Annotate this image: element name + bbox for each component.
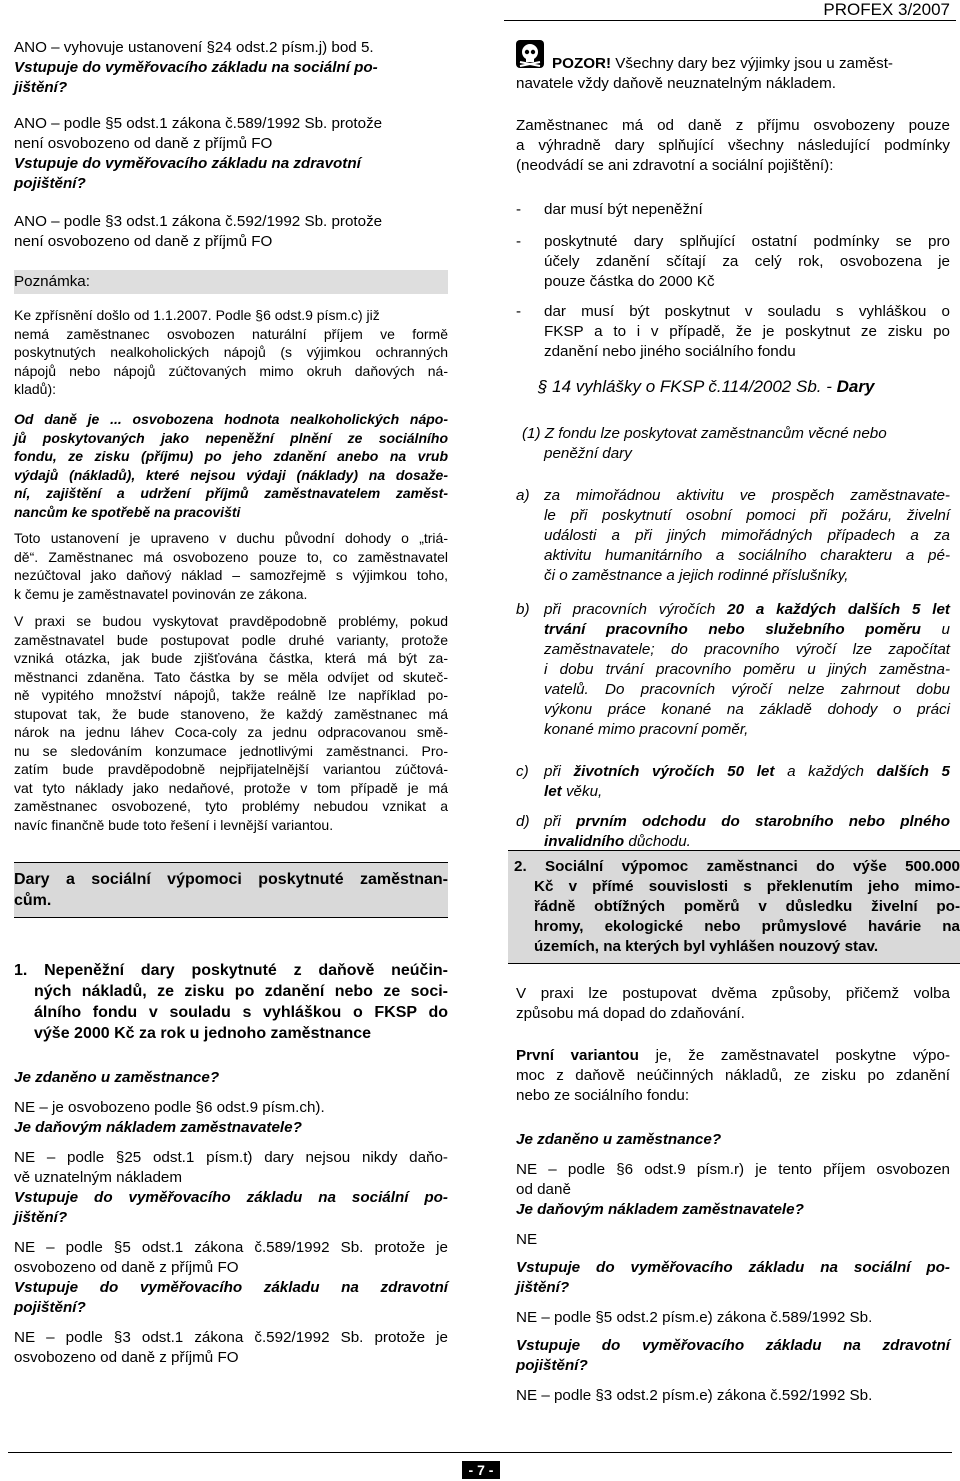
- item-line: zaměstnavatele; do pracovního výročí lze započítat: [544, 641, 950, 658]
- qa-list-left: [14, 1068, 448, 1368]
- paragraph-line: a výhradně dary splňující všechny následující podmínky: [516, 137, 950, 154]
- item-text-bold: let: [544, 783, 562, 800]
- item-line: aktivitu humanitárního a sociálního charakteru a pé-: [544, 547, 950, 564]
- item-text-bold: trvání pracovního nebo služebního poměru: [544, 621, 921, 638]
- list-item-text: FKSP a to i v případě, že je poskytnut ze zisku po: [544, 323, 950, 340]
- item-label: d): [516, 813, 530, 830]
- question-text: jištění?: [516, 1279, 570, 1296]
- note-text: [14, 306, 448, 399]
- note-line: nemá zaměstnanec osvobozen naturální příjem ve formě: [14, 325, 448, 342]
- question-text: Vstupuje do vyměřovacího základu na sociální po-: [14, 1189, 448, 1206]
- item-line: výkonu práce konané na základě dohody o práci: [544, 701, 950, 718]
- answer-text: osvobozeno od daně z příjmů FO: [14, 1349, 239, 1366]
- heading-line: územích, na kterých byl vyhlášen nouzový stav.: [534, 938, 879, 955]
- paragraph-line: k čemu je zaměstnavatel povinován ze zákona.: [14, 585, 308, 602]
- item-line: za mimořádnou aktivitu ve prospěch zaměstnavate-: [544, 487, 950, 504]
- paragraph-line: (neodvádí se ani zdravotní a sociální pojištění):: [516, 157, 834, 174]
- page-header-title: PROFEX 3/2007: [823, 0, 950, 19]
- section-title: Dary a sociální výpomoci poskytnuté zaměstnan-: [14, 871, 448, 888]
- paragraph-text: je, že zaměstnavatel poskytne výpo-: [638, 1047, 951, 1064]
- warning-text: Všechny dary bez výjimky jsou u zaměst-: [611, 55, 893, 72]
- paragraph-line: Zaměstnanec má od daně z příjmu osvobozeny pouze: [516, 117, 950, 134]
- answer-text: NE – podle §6 odst.9 písm.r) je tento příjem osvobozen: [516, 1161, 950, 1178]
- item-line: konané mimo pracovní poměr,: [544, 721, 749, 738]
- heading-line: ných nákladů, ze zisku po zdanění nebo ze soci-: [34, 983, 448, 1000]
- question-text: Vstupuje do vyměřovacího základu na zdravotní: [14, 1279, 448, 1296]
- paragraph-line: způsobu má dopad do zdaňování.: [516, 1005, 745, 1022]
- law-section-title: [538, 376, 948, 398]
- paragraph-line: stupovat tak, že bude stanoveno, že každý zaměstnanec má: [14, 705, 448, 722]
- item-text: u: [920, 621, 950, 638]
- question-text: Vstupuje do vyměřovacího základu na zdravotní: [516, 1337, 950, 1354]
- paragraph-line: zaměstnanec osvobozené, tyto problémy nebudou vznikat a: [14, 798, 448, 814]
- page-number: - 7 -: [462, 1461, 500, 1479]
- paragraph-line: zatím bude pravděpodobně nejpřijatelnější variantou zúčtová-: [14, 761, 448, 777]
- item-line: události a při jiných mimořádných případech a za: [544, 527, 950, 544]
- law-title: § 14 vyhlášky o FKSP č.114/2002 Sb. -: [538, 377, 837, 396]
- law-quote: [14, 410, 448, 521]
- answer-text: ANO – podle §5 odst.1 zákona č.589/1992 Sb. protože: [14, 115, 383, 132]
- list-item: [516, 302, 950, 364]
- quote-line: ní, zajištění a udržení příjmů zaměstnavatelem zaměst-: [14, 485, 448, 501]
- dash-bullet: -: [516, 303, 522, 320]
- dash-bullet: -: [516, 233, 522, 250]
- paragraph-line: dě“. Zaměstnanec má osvobozeno pouze to, co zaměstnavatel: [14, 548, 448, 565]
- question-text: Vstupuje do vyměřovacího základu na zdravotní: [14, 155, 361, 172]
- item-label: a): [516, 487, 530, 504]
- heading-line: hromy, ekologické nebo průmyslové havárie na: [534, 918, 960, 935]
- question-text: Je zdaněno u zaměstnance?: [14, 1069, 220, 1086]
- answer-text: od daně: [516, 1181, 571, 1198]
- item-label: b): [516, 601, 530, 618]
- quote-line: Od daně je ... osvobozena hodnota nealkoholických nápo-: [14, 411, 448, 427]
- answer-text: NE – je osvobozeno podle §6 odst.9 písm.ch).: [14, 1099, 325, 1116]
- question-text: Je daňovým nákladem zaměstnavatele?: [14, 1119, 302, 1136]
- left-block-2: [14, 114, 448, 194]
- law-item-d: [516, 812, 950, 854]
- paragraph-first-variant: [516, 1046, 950, 1106]
- quote-line: jů poskytovaných jako nepeněžní plnění ze sociálního: [14, 429, 448, 446]
- paragraph-line: moc z daňově neúčinných nákladů, ze zisku po zdanění: [516, 1067, 950, 1084]
- qa-list-right: [516, 1130, 950, 1406]
- list-item-text: účely zdanění sčítají za celý rok, osvobozena je: [544, 253, 950, 270]
- item-text: při: [544, 763, 574, 780]
- question-text: pojištění?: [14, 1299, 86, 1316]
- section-2-box: [508, 850, 960, 964]
- question-text: Vstupuje do vyměřovacího základu na sociální po-: [14, 59, 378, 76]
- heading-line: výše 2000 Kč za rok u jednoho zaměstnance: [34, 1025, 372, 1042]
- left-block-3: [14, 212, 448, 252]
- law-items: [516, 486, 950, 854]
- list-item: [516, 200, 950, 222]
- list-item-text: poskytnuté dary splňující ostatní podmínky se pro: [544, 233, 950, 250]
- law-line: (1) Z fondu lze poskytovat zaměstnancům věcné nebo: [522, 425, 887, 442]
- footer-rule: [8, 1452, 952, 1453]
- question-text: jištění?: [14, 79, 68, 96]
- item-text: důchodu.: [624, 833, 691, 850]
- answer-text: NE – podle §5 odst.1 zákona č.589/1992 Sb. protože je: [14, 1239, 448, 1256]
- warning-block: [516, 54, 950, 94]
- paragraph-praxe: [14, 612, 448, 834]
- answer-text: NE – podle §3 odst.2 písm.e) zákona č.592/1992 Sb.: [516, 1387, 873, 1404]
- paragraph-line: nezúčtoval jako daňový náklad – samozřejmě s výjimkou toho,: [14, 567, 448, 583]
- item-text-bold: dalších 5: [876, 763, 950, 780]
- answer-text: NE – podle §3 odst.1 zákona č.592/1992 Sb. protože je: [14, 1329, 448, 1346]
- answer-text: NE – podle §25 odst.1 písm.t) dary nejsou nikdy daňo-: [14, 1149, 448, 1166]
- paragraph-line: navíc finančně bude toto řešení i levnější variantou.: [14, 816, 334, 833]
- warning-text: navatele vždy daňově neuznatelným nákladem.: [516, 75, 836, 92]
- note-line: nápojů nebo nápojů zúčtovaných mimo okruh daňových ná-: [14, 362, 448, 379]
- question-text: pojištění?: [14, 175, 86, 192]
- law-item-c: [516, 762, 950, 804]
- paragraph-line: V praxi se budou vyskytovat pravděpodobně problémy, pokud: [14, 613, 448, 629]
- item-text-bold: prvním odchodu do starobního nebo plného: [576, 813, 950, 830]
- answer-text: není osvobozeno od daně z příjmů FO: [14, 233, 273, 250]
- dash-bullet: -: [516, 201, 522, 218]
- answer-text: NE: [516, 1231, 538, 1248]
- quote-line: fondu, ze zisku (příjmu) po jeho zdanění anebo na vrub: [14, 448, 448, 464]
- law-item-b: [516, 600, 950, 754]
- paragraph-line: vzniká otázka, jak bude zjišťována částka, která má být za-: [14, 650, 448, 666]
- paragraph-line: V praxi lze postupovat dvěma způsoby, přičemž volba: [516, 985, 950, 1002]
- heading-line: Kč v přímé souvislosti s překlenutím jeho mimo-: [534, 878, 960, 895]
- variant-label: První variantou: [516, 1047, 639, 1064]
- paragraph-triada: [14, 529, 448, 603]
- note-line: kladů):: [14, 381, 57, 397]
- paragraph-line: vat tyto náklady jako nedaňové, protože v tom případě je má: [14, 779, 448, 796]
- question-text: jištění?: [14, 1209, 68, 1226]
- item-line: le při poskytnutí osobní pomoci při požáru, živelní: [544, 507, 950, 524]
- heading-line: 2. Sociální výpomoc zaměstnanci do výše 500.000: [514, 858, 960, 875]
- paragraph-line: nárok na jednu láhev Coca-coly za jednu odpracovanou smě-: [14, 724, 448, 740]
- item-line: či o zaměstnance a jejich rodinné příslušníky,: [544, 567, 849, 584]
- header-rule: [504, 20, 956, 21]
- paragraph-two-ways: [516, 984, 950, 1024]
- law-line: peněžní dary: [544, 445, 632, 462]
- item-label: c): [516, 763, 529, 780]
- heading-line: řádně obtížných poměrů v důsledku živelní po-: [534, 898, 960, 915]
- note-label: Poznámka:: [14, 273, 90, 290]
- paragraph-line: nebo ze sociálního fondu:: [516, 1087, 690, 1104]
- conditions-list: [516, 200, 950, 364]
- law-item-a: [516, 486, 950, 590]
- note-line: poskytnutých nealkoholických nápojů (s výjimkou ochranných: [14, 344, 448, 360]
- item-text-bold: životních výročích 50 let: [573, 763, 775, 780]
- list-item-text: zdanění nebo jiného sociálního fondu: [544, 343, 796, 360]
- question-text: pojištění?: [516, 1357, 588, 1374]
- answer-text: ANO – vyhovuje ustanovení §24 odst.2 písm.j) bod 5.: [14, 39, 374, 56]
- warning-label: POZOR!: [552, 55, 612, 72]
- list-item-text: dar musí být poskytnut v souladu s vyhláškou o: [544, 303, 950, 320]
- answer-text: NE – podle §5 odst.2 písm.e) zákona č.589/1992 Sb.: [516, 1309, 873, 1326]
- quote-line: nancům ke spotřebě na pracovišti: [14, 503, 241, 520]
- list-item-text: dar musí být nepeněžní: [544, 201, 703, 218]
- item-line: vatelů. Do pracovních výročí nelze zahrnout dobu: [544, 681, 950, 698]
- answer-text: není osvobozeno od daně z příjmů FO: [14, 135, 273, 152]
- quote-line: výdajů (nákladů), které nejsou výdaji (náklady) na dosaže-: [14, 466, 448, 483]
- list-item-text: pouze částka do 2000 Kč: [544, 273, 715, 290]
- answer-text: vě uznatelným nákladem: [14, 1169, 182, 1186]
- item-text: věku,: [561, 783, 603, 800]
- section-title: cům.: [14, 892, 52, 909]
- answer-text: osvobozeno od daně z příjmů FO: [14, 1259, 239, 1276]
- paragraph-line: městnanci zdaněna. Tato částka by se měla odvíjet od skuteč-: [14, 668, 448, 685]
- item-text-bold: 20 a každých dalších 5 let: [727, 601, 950, 618]
- paragraph-line: nu se sledováním konzumace jednotlivými zaměstnanci. Pro-: [14, 742, 448, 759]
- left-intro: [14, 38, 448, 98]
- section-title-box: [14, 862, 448, 918]
- item-text: při pracovních výročích: [544, 601, 728, 618]
- section-1-heading: [14, 960, 448, 1044]
- heading-line: 1. Nepeněžní dary poskytnuté z daňově neúčin-: [14, 962, 448, 979]
- question-text: Je daňovým nákladem zaměstnavatele?: [516, 1201, 804, 1218]
- item-text: a každých: [774, 763, 877, 780]
- item-text: při: [544, 813, 577, 830]
- conditions-intro: [516, 116, 950, 176]
- heading-line: álního fondu v souladu s vyhláškou o FKSP do: [34, 1004, 448, 1021]
- law-title-bold: Dary: [836, 377, 875, 396]
- paragraph-line: zaměstnavatel bude postupovat podle druhé varianty, protože: [14, 631, 448, 648]
- question-text: Vstupuje do vyměřovacího základu na sociální po-: [516, 1259, 950, 1276]
- paragraph-line: Toto ustanovení je upraveno v duchu původní dohody o „triá-: [14, 530, 448, 546]
- note-line: Ke zpřísnění došlo od 1.1.2007. Podle §6 odst.9 písm.c) již: [14, 307, 380, 323]
- law-paragraph-1: [516, 424, 950, 464]
- list-item: [516, 232, 950, 302]
- paragraph-line: ně vypitého množství nápojů, takže reálně lze například po-: [14, 687, 448, 703]
- item-text-bold: invalidního: [544, 833, 625, 850]
- question-text: Je zdaněno u zaměstnance?: [516, 1131, 722, 1148]
- item-line: i dobu trvání pracovního poměru u jiných zaměstna-: [544, 661, 950, 678]
- answer-text: ANO – podle §3 odst.1 zákona č.592/1992 Sb. protože: [14, 213, 383, 230]
- note-bar: [14, 270, 448, 294]
